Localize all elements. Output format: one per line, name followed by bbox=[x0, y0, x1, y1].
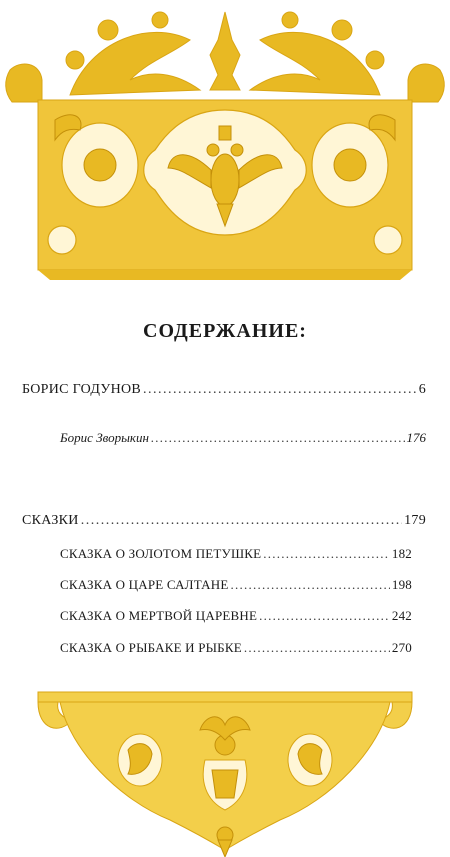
toc-leader-dots bbox=[81, 513, 402, 529]
toc-item-page: 198 bbox=[391, 577, 412, 592]
page-title: СОДЕРЖАНИЕ: bbox=[143, 320, 307, 342]
toc-item-skazki bbox=[22, 513, 426, 529]
toc-item-label: СКАЗКА О ЗОЛОТОМ ПЕТУШКЕ bbox=[60, 546, 262, 561]
top-ornament bbox=[0, 0, 450, 300]
toc-leader-dots bbox=[151, 430, 405, 446]
toc-item-page: 270 bbox=[391, 640, 412, 655]
toc-item-page: 6 bbox=[418, 382, 426, 397]
toc-item-page: 179 bbox=[404, 513, 426, 528]
toc-item-boris-godunov bbox=[22, 382, 426, 398]
toc-item-label: СКАЗКА О РЫБАКЕ И РЫБКЕ bbox=[60, 640, 242, 655]
toc-leader-dots bbox=[244, 640, 390, 656]
toc-item-page: 176 bbox=[406, 430, 426, 445]
toc-item-label: СКАЗКИ bbox=[22, 513, 79, 528]
toc-item-page: 242 bbox=[391, 608, 412, 623]
toc-leader-dots bbox=[143, 382, 417, 398]
toc-item-tsar-saltan bbox=[60, 577, 412, 593]
toc-item-page: 182 bbox=[391, 546, 412, 561]
toc-item-illustrator bbox=[60, 430, 426, 446]
bottom-ornament bbox=[0, 690, 450, 857]
toc-item-label: СКАЗКА О ЦАРЕ САЛТАНЕ bbox=[60, 577, 229, 592]
toc-leader-dots bbox=[231, 577, 390, 593]
toc-item-rybak-i-rybka bbox=[60, 640, 412, 656]
toc-item-label: Борис Зворыкин bbox=[60, 430, 149, 445]
toc-leader-dots bbox=[263, 546, 390, 562]
toc-item-label: БОРИС ГОДУНОВ bbox=[22, 382, 142, 397]
toc-item-zolotoy-petushok bbox=[60, 546, 412, 562]
toc-leader-dots bbox=[259, 608, 390, 624]
toc-item-mertvaya-tsarevna bbox=[60, 608, 412, 624]
toc-item-label: СКАЗКА О МЕРТВОЙ ЦАРЕВНЕ bbox=[60, 608, 258, 623]
